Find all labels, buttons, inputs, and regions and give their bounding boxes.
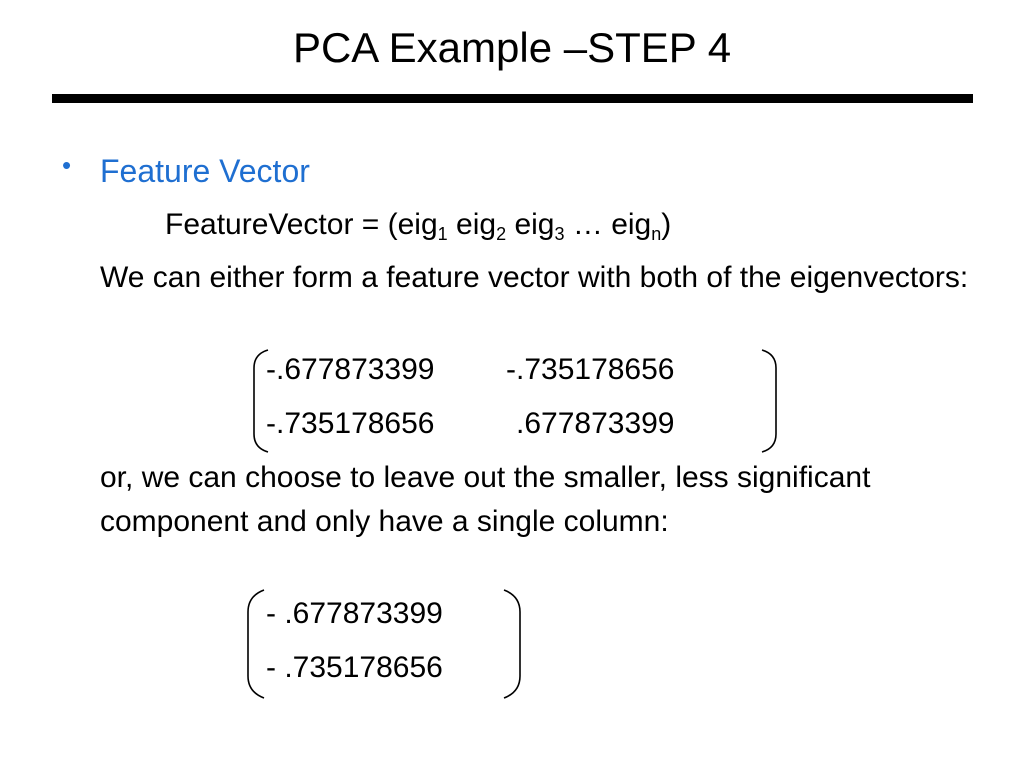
paragraph-single-column: or, we can choose to leave out the smaller, less significant component and only have a single column: [100,461,871,538]
slide-title: PCA Example –STEP 4 [292,24,732,71]
formula-term-3: eig$_3$ [514,208,565,244]
matrix-single [244,588,524,700]
formula-lhs: FeatureVector = ( [165,208,398,241]
matrix-full-cell-r2c2: .677873399 [516,407,675,440]
matrix-full-cell-r2c1: -.735178656 [266,407,435,440]
formula-close: ) [661,208,672,241]
title-underline [52,94,973,103]
feature-vector-formula [165,205,671,254]
formula-ellipsis: … [572,208,603,241]
matrix-single-cell-r2: - .735178656 [266,651,443,684]
formula-term-2: eig$_2$ [456,208,507,244]
matrix-full-cell-r1c1: -.677873399 [266,353,435,386]
matrix-full [250,348,780,454]
paragraph-both-eigenvectors: We can either form a feature vector with both of the eigenvectors: [100,261,969,294]
formula-term-1: eig$_1$ [397,208,448,244]
formula-term-n: eig$_n$ [611,208,662,244]
bullet-heading: Feature Vector [100,153,310,189]
matrix-full-cell-r1c2: -.735178656 [506,353,675,386]
matrix-single-cell-r1: - .677873399 [266,597,443,630]
bullet-marker: • [62,150,72,180]
